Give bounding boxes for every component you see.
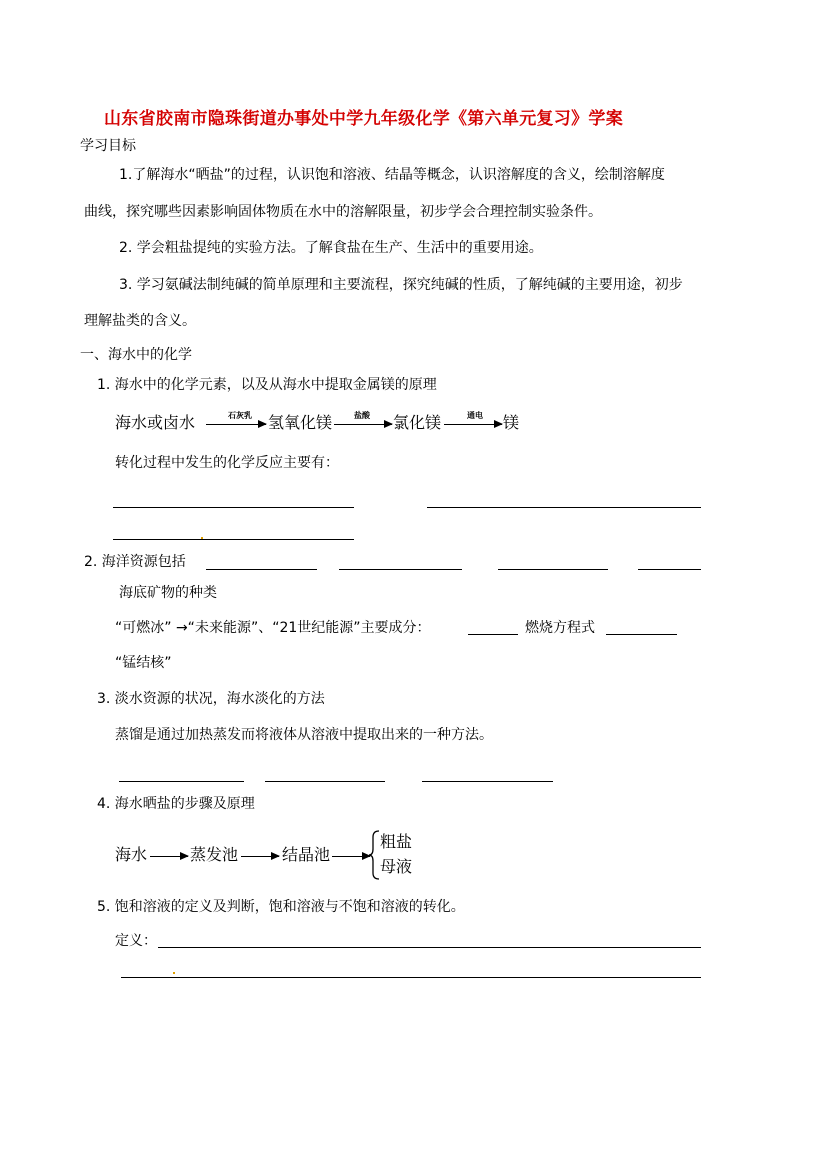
flow2-output1: 粗盐 — [380, 832, 413, 851]
answer-line — [119, 781, 244, 782]
flow1-start: 海水或卤水 — [115, 413, 196, 432]
flow2-step2: 蒸发池 — [190, 845, 239, 864]
arrow-icon — [206, 424, 266, 425]
stray-mark — [173, 972, 175, 974]
arrow-icon — [334, 424, 392, 425]
objective-1-line1: 1.了解海水“晒盐”的过程，认识饱和溶液、结晶等概念，认识溶解度的含义，绘制溶解度 — [119, 167, 665, 183]
answer-line — [427, 507, 701, 508]
question-2-label: 2. 海洋资源包括 — [84, 554, 186, 570]
answer-line — [468, 634, 518, 635]
answer-line — [121, 977, 701, 978]
answer-line — [113, 507, 354, 508]
answer-line — [113, 539, 354, 540]
question-3-label: 3. 淡水资源的状况，海水淡化的方法 — [97, 691, 325, 707]
objective-3-line1: 3. 学习氨碱法制纯碱的简单原理和主要流程，探究纯碱的性质，了解纯碱的主要用途，初步 — [119, 277, 683, 293]
flow2-step3: 结晶池 — [282, 845, 331, 864]
flow1-end: 镁 — [503, 413, 520, 432]
flow1-cond2: 盐酸 — [354, 411, 370, 420]
flow1-cond3: 通电 — [467, 411, 483, 420]
question-3-text: 蒸馏是通过加热蒸发而将液体从溶液中提取出来的一种方法。 — [115, 727, 493, 743]
section-heading: 一、海水中的化学 — [80, 347, 192, 363]
objective-3-line2: 理解盐类的含义。 — [84, 313, 196, 329]
question-1-prompt: 转化过程中发生的化学反应主要有： — [115, 455, 339, 471]
question-1-label: 1. 海水中的化学元素，以及从海水中提取金属镁的原理 — [97, 377, 437, 393]
answer-line — [339, 569, 462, 570]
arrow-icon — [241, 856, 279, 857]
answer-line — [206, 569, 317, 570]
question-2-sub2a: “可燃冰” →“未来能源”、“21世纪能源”主要成分： — [115, 620, 431, 636]
page-title: 山东省胶南市隐珠街道办事处中学九年级化学《第六单元复习》学案 — [104, 109, 623, 129]
answer-line — [158, 947, 701, 948]
answer-line — [638, 569, 701, 570]
arrow-icon — [150, 856, 188, 857]
question-4-label: 4. 海水晒盐的步骤及原理 — [97, 796, 255, 812]
brace-icon — [368, 830, 380, 880]
question-2-sub2b: 燃烧方程式 — [525, 620, 595, 636]
flow1-mid2: 氯化镁 — [393, 413, 442, 432]
stray-mark — [201, 537, 203, 539]
answer-line — [606, 634, 677, 635]
arrow-icon — [332, 856, 370, 857]
answer-line — [422, 781, 553, 782]
objective-1-line2: 曲线，探究哪些因素影响固体物质在水中的溶解限量，初步学会合理控制实验条件。 — [84, 204, 602, 220]
flow1-cond1: 石灰乳 — [228, 411, 252, 420]
flow2-step1: 海水 — [115, 845, 148, 864]
objectives-heading: 学习目标 — [80, 138, 136, 154]
question-2-sub3: “锰结核” — [115, 655, 172, 671]
question-2-sub1: 海底矿物的种类 — [119, 585, 217, 601]
objective-2: 2. 学会粗盐提纯的实验方法。了解食盐在生产、生活中的重要用途。 — [119, 240, 543, 256]
answer-line — [265, 781, 385, 782]
flow2-output2: 母液 — [380, 857, 413, 876]
definition-label: 定义： — [115, 933, 157, 949]
flow1-mid1: 氢氧化镁 — [268, 413, 333, 432]
question-5-label: 5. 饱和溶液的定义及判断，饱和溶液与不饱和溶液的转化。 — [97, 899, 465, 915]
answer-line — [498, 569, 608, 570]
arrow-icon — [444, 424, 502, 425]
